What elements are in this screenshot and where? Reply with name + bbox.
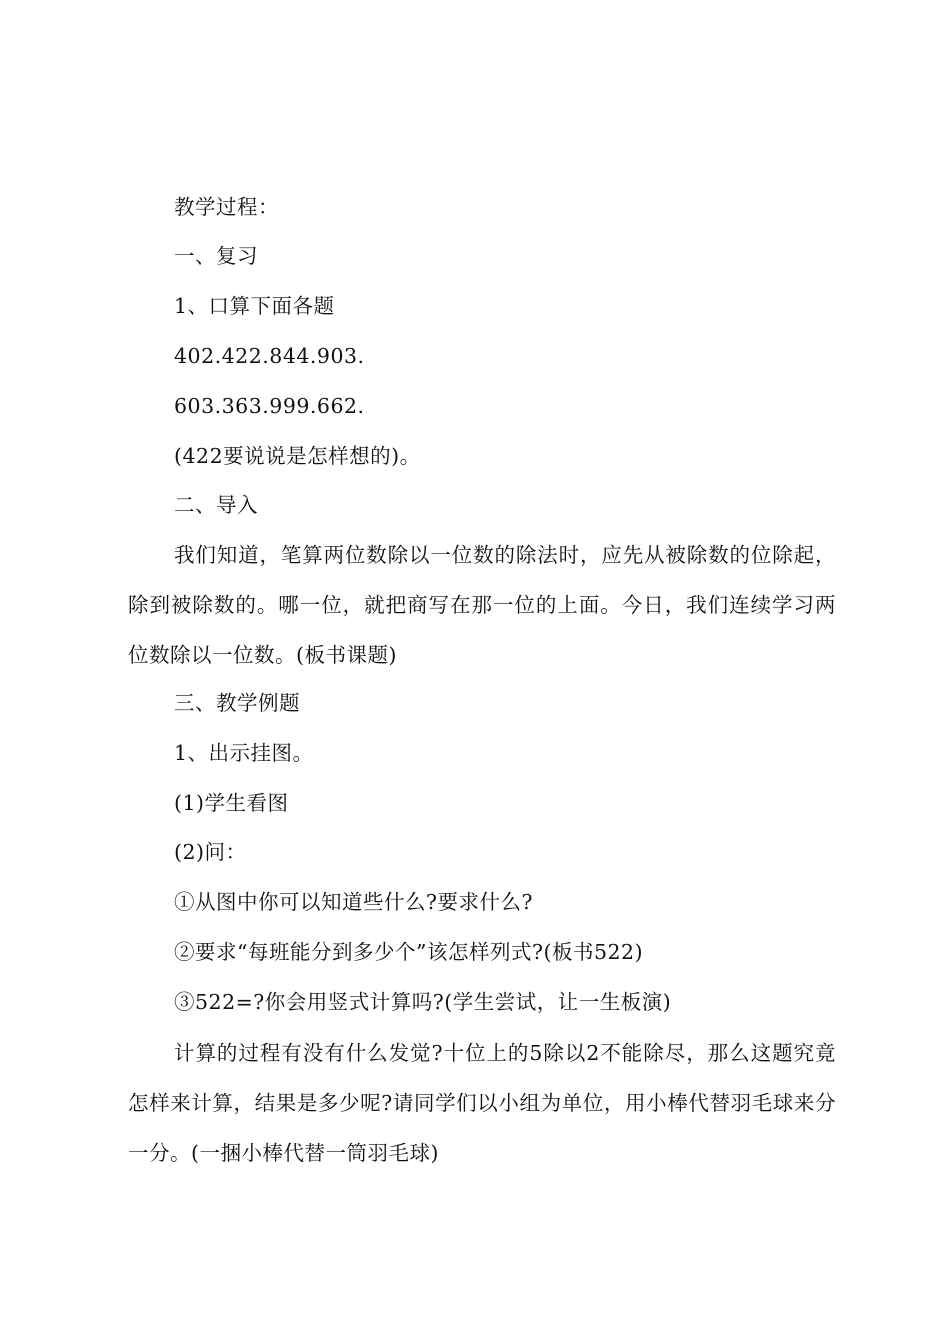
paragraph-introduction: 我们知道，笔算两位数除以一位数的除法时，应先从被除数的位除起，除到被除数的。哪一位，就把商写在那一位的上面。今日，我们连续学习两位数除以一位数。(板书课题)	[128, 543, 836, 667]
section-heading-teaching-process: 教学过程：	[174, 195, 279, 219]
section-heading-examples: 三、教学例题	[174, 691, 300, 715]
review-item-mental-math: 1、口算下面各题	[174, 294, 335, 318]
question-1: ①从图中你可以知道些什么?要求什么?	[174, 890, 533, 914]
math-problems-row-1: 402.422.844.903.	[174, 344, 365, 368]
section-heading-review: 一、复习	[174, 244, 258, 268]
paragraph-calculation: 计算的过程有没有什么发觉?十位上的5除以2不能除尽，那么这题究竟怎样来计算，结果是多少呢?请同学们以小组为单位，用小棒代替羽毛球来分一分。(一捆小棒代替一筒羽毛球)	[128, 1041, 836, 1165]
math-problems-row-2: 603.363.999.662.	[174, 394, 365, 418]
question-2: ②要求“每班能分到多少个”该怎样列式?(板书522)	[174, 940, 644, 964]
example-subitem-ask: (2)问：	[174, 840, 247, 864]
example-item-show-picture: 1、出示挂图。	[174, 741, 314, 765]
section-heading-introduction: 二、导入	[174, 493, 258, 517]
review-note: (422要说说是怎样想的)。	[174, 444, 421, 468]
example-subitem-look: (1)学生看图	[174, 791, 289, 815]
question-3: ③522=?你会用竖式计算吗?(学生尝试，让一生板演)	[174, 990, 672, 1014]
